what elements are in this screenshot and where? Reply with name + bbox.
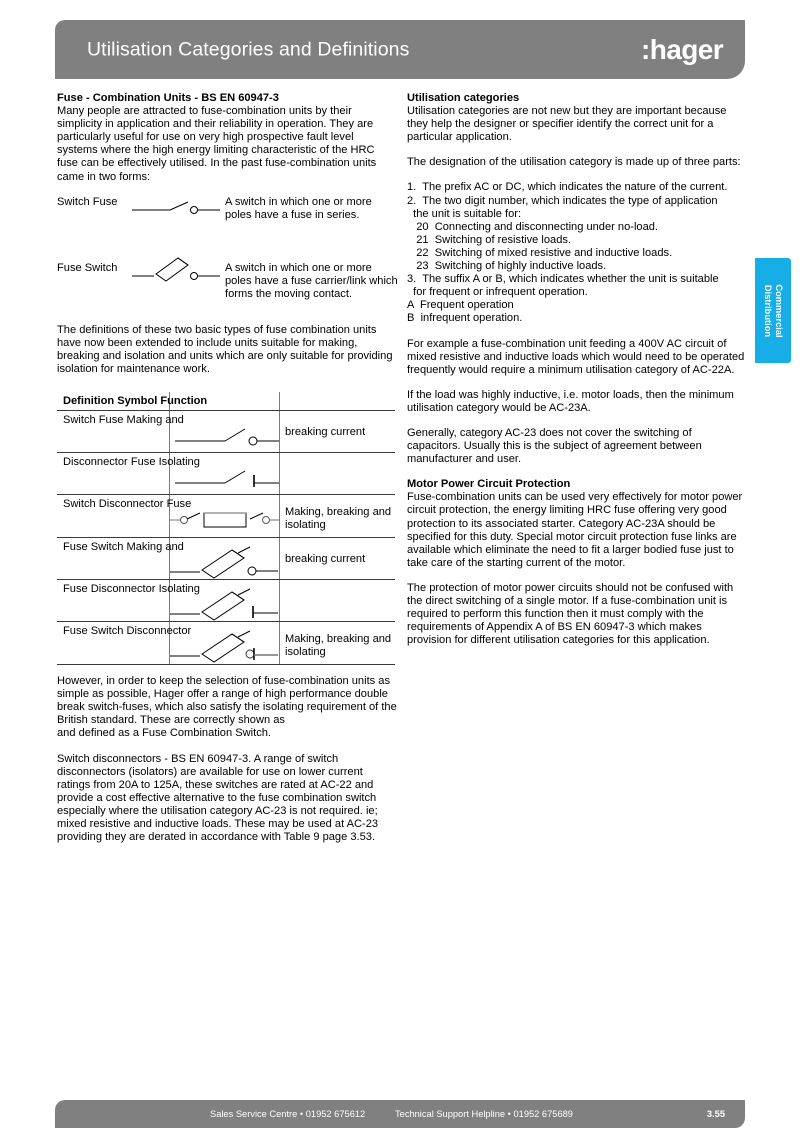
table-cell-definition: Fuse Disconnector Isolating (63, 583, 200, 596)
fuse-switch-symbol (132, 250, 222, 284)
symbol-definition-description: A switch in which one or more poles have a fuse carrier/link which forms the moving contact. (225, 261, 398, 300)
section-tab-label (762, 284, 784, 337)
list-item: B infrequent operation. (407, 312, 523, 325)
right-paragraph-2: The designation of the utilisation category is made up of three parts: (407, 156, 741, 169)
right-paragraph-1: Utilisation categories are not new but they are important because they help the designer or specifier identify the correct unit for a particular application. (407, 105, 727, 144)
list-item: 21 Switching of resistive loads. (407, 233, 572, 246)
table-row (57, 495, 395, 538)
list-item: 1. The prefix AC or DC, which indicates the nature of the current. (407, 181, 728, 194)
table-cell-definition: Disconnector Fuse Isolating (63, 456, 200, 469)
right-paragraph-3: For example a fuse-combination unit feeding a 400V AC circuit of mixed resistive and inductive loads which would need to be operated frequently would require a minimum utilisation category of AC-22A. (407, 337, 745, 376)
fuse-switch-disconnector-symbol (170, 628, 282, 662)
table-cell-function: Making, breaking and isolating (285, 506, 392, 532)
symbol-definition-switch-fuse (57, 196, 397, 242)
left-heading-fuse-combination-units: Fuse - Combination Units - BS EN 60947-3 (57, 92, 279, 104)
table-row (57, 411, 395, 453)
table-cell-definition: Fuse Switch Making and (63, 541, 184, 554)
right-paragraph-6: Fuse-combination units can be used very effectively for motor power circuit protection, the energy limiting HRC fuse offering very good protection to its associated starter. Category AC-23A should be specified for this duty. Special motor circuit protection fuse links are available which eliminate the need to fit a larger bodied fuse just to take care of the starting current of the motor. (407, 491, 743, 569)
table-row (57, 453, 395, 495)
right-heading-utilisation-categories: Utilisation categories (407, 92, 520, 104)
table-header: Definition Symbol Function (57, 392, 395, 411)
section-tab-line2: Distribution (763, 284, 773, 337)
symbol-definition-label: Fuse Switch (57, 261, 118, 274)
fuse-disconnector-isolating-symbol (170, 586, 282, 620)
footer-sales-service: Sales Service Centre • 01952 675612 (210, 1109, 366, 1119)
footer-page-number: 3.55 (706, 1109, 725, 1119)
section-tab-commercial-distribution[interactable] (755, 258, 791, 363)
table-cell-definition: Switch Disconnector Fuse (63, 498, 192, 511)
right-column (407, 92, 747, 659)
switch-disconnector-fuse-symbol (170, 507, 282, 529)
right-heading-motor-power-circuit-protection: Motor Power Circuit Protection (407, 478, 571, 491)
left-definitions-paragraph: The definitions of these two basic types of fuse combination units have now been extended to include units suitable for making, breaking and isolation and units which are only suitable for providing isolation for maintenance work. (57, 323, 393, 375)
hager-logo: :hager (641, 33, 723, 65)
list-item: for frequent or infrequent operation. (407, 286, 588, 299)
symbol-definition-label: Switch Fuse (57, 195, 118, 208)
section-tab-line1: Commercial (774, 283, 784, 338)
table-cell-definition: Switch Fuse Making and (63, 414, 184, 427)
table-cell-definition: Fuse Switch Disconnector (63, 625, 192, 638)
table-row (57, 622, 395, 665)
footer-technical-support: Technical Support Helpline • 01952 675689 (395, 1109, 573, 1119)
left-switch-disconnectors-paragraph: Switch disconnectors - BS EN 60947-3. A range of switch disconnectors (isolators) are available for use on lower current ratings from 20A to 125A, these switches are rated at AC-22 and provide a cost effective alternative to the fuse combination switch especially where the utilisation category AC-23 is not required. ie; mixed resistive and inductive loads. These may be used at AC-23 providing they are derated in accordance with Table 9 page 3.53. (57, 752, 379, 844)
switch-fuse-symbol (132, 194, 222, 216)
page-footer-bar (55, 1100, 745, 1128)
list-item: 23 Switching of highly inductive loads. (407, 260, 607, 273)
list-item: 20 Connecting and disconnecting under no-load. (407, 220, 659, 233)
right-paragraph-7: The protection of motor power circuits should not be confused with the direct switching of a single motor. If a fuse-combination unit is required to perform this function then it must comply with the requirements of Appendix A of BS EN 60947-3 which makes provision for different utilisation categories for this application. (407, 581, 734, 647)
table-row (57, 538, 395, 580)
page-header-bar (55, 20, 745, 79)
left-intro-paragraph: Many people are attracted to fuse-combination units by their simplicity in application and their reliability in operation. They are particularly useful for use on very high prospective fault level systems where the high energy limiting characteristic of the HRC fuse can be effectively utilised. In the past fuse-combination units came in two forms: (57, 105, 377, 183)
utilisation-category-parts-list (407, 181, 747, 325)
left-column (57, 92, 397, 856)
left-however-paragraph: However, in order to keep the selection of fuse-combination units as simple as possible, Hager offer a range of high performance double break switch-fuses, which also satisfy the isolating requirement of the British standard. These are correctly shown as (57, 675, 397, 727)
right-paragraph-4: If the load was highly inductive, i.e. motor loads, then the minimum utilisation category would be AC-23A. (407, 388, 734, 414)
list-item: 2. The two digit number, which indicates the type of application (407, 194, 718, 207)
list-item: the unit is suitable for: (407, 207, 522, 220)
table-row (57, 580, 395, 622)
disconnector-isolating-symbol (175, 463, 285, 489)
left-however-paragraph-line2: and defined as a Fuse Combination Switch. (57, 727, 271, 740)
symbol-definition-description: A switch in which one or more poles have a fuse in series. (225, 195, 372, 221)
table-cell-function: breaking current (285, 553, 366, 566)
table-cell-function: Making, breaking and isolating (285, 633, 392, 659)
symbol-definition-fuse-switch (57, 254, 397, 312)
table-cell-function: breaking current (285, 426, 366, 439)
fuse-switch-make-break-symbol (170, 544, 282, 578)
right-paragraph-5: Generally, category AC-23 does not cover the switching of capacitors. Usually this is the subject of agreement between manufacturer and user. (407, 426, 702, 466)
list-item: 3. The suffix A or B, which indicates whether the unit is suitable (407, 273, 719, 286)
list-item: A Frequent operation (407, 299, 514, 312)
list-item: 22 Switching of mixed resistive and inductive loads. (407, 246, 673, 259)
switch-make-break-symbol (175, 421, 285, 447)
page-title: Utilisation Categories and Definitions (87, 38, 410, 60)
definition-symbol-function-table (57, 392, 395, 665)
